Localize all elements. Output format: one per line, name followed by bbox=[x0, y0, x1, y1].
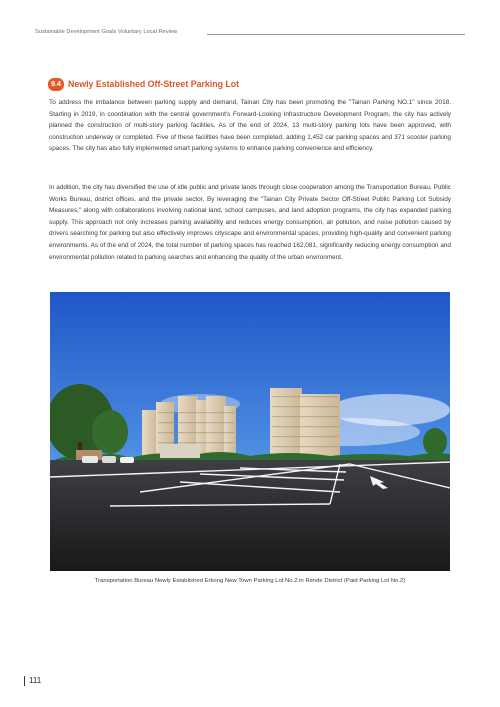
section-number-badge: 9.4 bbox=[48, 78, 64, 91]
figure-caption: Transportation Bureau Newly Established Erkong New Town Parking Lot No.2 in Rende District (Paid Parking Lot No.2) bbox=[94, 578, 406, 584]
body-paragraph-1: To address the imbalance between parking supply and demand, Tainan City has been promoting the "Tainan Parking NO.1" since 2018. Starting in 2019, in coordination with the central government's Forward-Looking Infrastructure Development Program, the city has actively planned the construction of multi-story parking facilities. As of the end of 2024, 13 multi-story parking lots have been approved, with construction underway or completed. Five of these facilities have been completed, adding 1,452 car parking spaces and 371 scooter parking spaces. The city has also fully implemented smart parking systems to enhance parking convenience and efficiency. bbox=[49, 99, 451, 153]
parking-lot-photo bbox=[50, 292, 450, 571]
page-number-bar bbox=[24, 676, 25, 686]
body-paragraph-2: In addition, the city has diversified the use of idle public and private lands through close cooperation among the Transportation Bureau, Public Works Bureau, district offices, and the private sector. By leveraging the "Tainan City Private Sector Off-Street Public Parking Lot Subsidy Measures," along with collaborations involving national land, school campuses, and land adoption programs, the city has expanded parking supply. This approach not only increases parking availability and reduces energy consumption, air pollution, and noise pollution caused by drivers searching for parking but also effectively improves cityscape and environmental spaces, providing high-quality and convenient parking environments. As of the end of 2024, the total number of parking spaces has reached 162,081, significantly reducing energy consumption and environmental pollution related to parking searches and enhancing the quality of the urban environment. bbox=[49, 184, 451, 261]
section-title: Newly Established Off-Street Parking Lot bbox=[68, 79, 240, 89]
section-heading bbox=[48, 76, 239, 92]
header-rule bbox=[207, 34, 465, 35]
running-header: Sustainable Development Goals Voluntary Local Review bbox=[35, 29, 178, 35]
page-number: 111 bbox=[29, 676, 42, 685]
